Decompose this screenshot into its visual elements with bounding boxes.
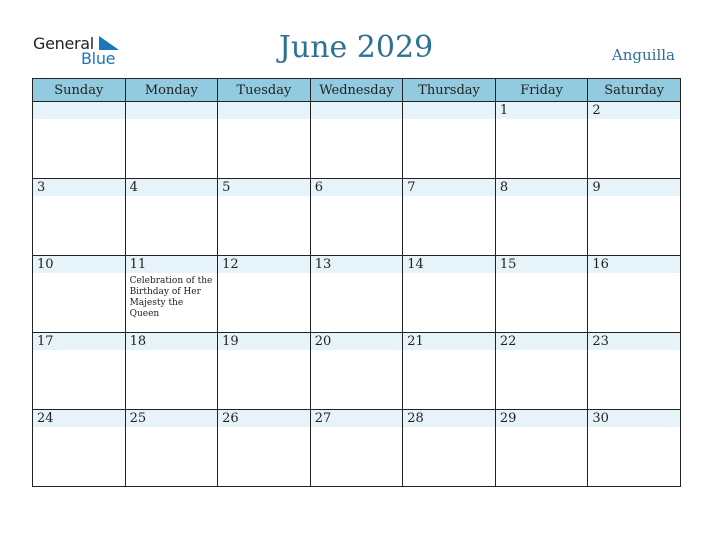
day-cell <box>218 179 311 256</box>
day-cell <box>218 102 311 179</box>
holiday-label: Celebration of the Birthday of Her Majesty the Queen <box>129 276 213 319</box>
day-cell <box>495 333 588 410</box>
day-number: 18 <box>126 333 218 350</box>
day-number <box>403 102 495 119</box>
day-cell <box>588 179 681 256</box>
day-number: 14 <box>403 256 495 273</box>
day-number: 3 <box>33 179 125 196</box>
day-number: 22 <box>496 333 588 350</box>
day-cell <box>33 102 126 179</box>
day-cell <box>125 410 218 487</box>
day-cell <box>495 102 588 179</box>
logo-blue-text: Blue <box>81 49 116 68</box>
day-number: 27 <box>311 410 403 427</box>
day-number: 4 <box>126 179 218 196</box>
day-number: 29 <box>496 410 588 427</box>
day-number: 21 <box>403 333 495 350</box>
day-cell <box>403 333 496 410</box>
day-cell <box>125 333 218 410</box>
week-row <box>33 102 681 179</box>
day-number: 6 <box>311 179 403 196</box>
day-cell <box>588 333 681 410</box>
day-cell <box>403 410 496 487</box>
day-number: 5 <box>218 179 310 196</box>
week-row <box>33 256 681 333</box>
weekday-header: Monday <box>125 79 218 102</box>
day-cell <box>403 256 496 333</box>
day-cell <box>218 256 311 333</box>
day-number: 24 <box>33 410 125 427</box>
day-cell <box>588 256 681 333</box>
day-number: 16 <box>588 256 680 273</box>
day-number: 20 <box>311 333 403 350</box>
day-number: 1 <box>496 102 588 119</box>
day-number: 7 <box>403 179 495 196</box>
day-number: 2 <box>588 102 680 119</box>
day-cell <box>310 179 403 256</box>
day-cell <box>588 410 681 487</box>
day-number: 8 <box>496 179 588 196</box>
weekday-header: Saturday <box>588 79 681 102</box>
weekday-header: Tuesday <box>218 79 311 102</box>
weekday-header-row <box>33 79 681 102</box>
day-cell <box>495 256 588 333</box>
day-number: 26 <box>218 410 310 427</box>
weekday-header: Friday <box>495 79 588 102</box>
day-number: 9 <box>588 179 680 196</box>
day-cell <box>403 179 496 256</box>
day-number <box>126 102 218 119</box>
weekday-header: Sunday <box>33 79 126 102</box>
day-cell <box>125 256 218 333</box>
day-number <box>33 102 125 119</box>
page-title: June 2029 <box>278 30 434 65</box>
day-cell <box>33 256 126 333</box>
calendar-grid <box>32 78 681 487</box>
day-cell <box>33 410 126 487</box>
day-cell <box>495 410 588 487</box>
day-number: 28 <box>403 410 495 427</box>
day-cell <box>310 410 403 487</box>
day-cell <box>495 179 588 256</box>
day-number: 12 <box>218 256 310 273</box>
weekday-header: Wednesday <box>310 79 403 102</box>
day-cell <box>33 333 126 410</box>
day-cell <box>218 333 311 410</box>
weekday-header: Thursday <box>403 79 496 102</box>
day-number: 19 <box>218 333 310 350</box>
day-cell <box>310 333 403 410</box>
week-row <box>33 179 681 256</box>
day-number: 17 <box>33 333 125 350</box>
day-number: 15 <box>496 256 588 273</box>
day-number: 25 <box>126 410 218 427</box>
logo-general-text: General <box>33 34 94 53</box>
day-number: 10 <box>33 256 125 273</box>
week-row <box>33 333 681 410</box>
day-cell <box>125 102 218 179</box>
day-cell <box>588 102 681 179</box>
day-cell <box>33 179 126 256</box>
day-number: 30 <box>588 410 680 427</box>
day-cell <box>310 256 403 333</box>
day-cell <box>310 102 403 179</box>
day-number: 11 <box>126 256 218 273</box>
day-cell <box>218 410 311 487</box>
country-label: Anguilla <box>611 46 675 64</box>
week-row <box>33 410 681 487</box>
day-cell <box>125 179 218 256</box>
day-cell <box>403 102 496 179</box>
day-number: 23 <box>588 333 680 350</box>
day-number <box>311 102 403 119</box>
day-number: 13 <box>311 256 403 273</box>
day-number <box>218 102 310 119</box>
